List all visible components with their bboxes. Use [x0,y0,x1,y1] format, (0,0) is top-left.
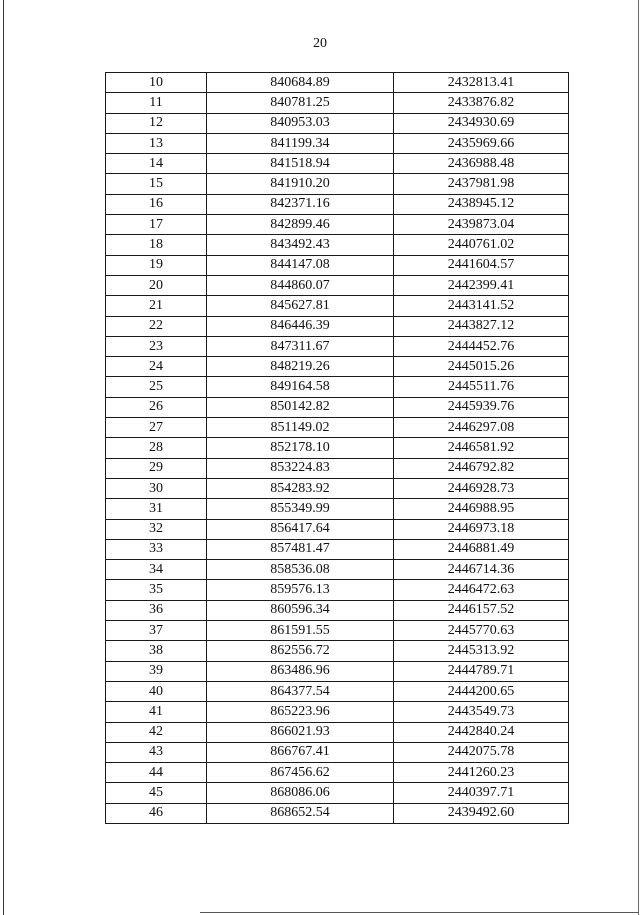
table-row [106,418,569,438]
table-row [106,113,569,133]
x-coordinate-cell: 866021.93 [207,722,394,742]
table-row [106,174,569,194]
y-coordinate-cell: 2435969.66 [394,133,569,153]
y-coordinate-cell: 2445015.26 [394,357,569,377]
x-coordinate-cell: 840781.25 [207,93,394,113]
x-coordinate-cell: 845627.81 [207,296,394,316]
point-number-cell: 11 [106,93,207,113]
x-coordinate-cell: 841199.34 [207,133,394,153]
point-number-cell: 24 [106,357,207,377]
y-coordinate-cell: 2446928.73 [394,478,569,498]
point-number-cell: 26 [106,397,207,417]
point-number-cell: 21 [106,296,207,316]
table-row [106,316,569,336]
y-coordinate-cell: 2439873.04 [394,215,569,235]
y-coordinate-cell: 2446973.18 [394,519,569,539]
table-row [106,336,569,356]
x-coordinate-cell: 841518.94 [207,154,394,174]
x-coordinate-cell: 856417.64 [207,519,394,539]
x-coordinate-cell: 849164.58 [207,377,394,397]
table-row [106,600,569,620]
table-row [106,722,569,742]
y-coordinate-cell: 2441604.57 [394,255,569,275]
table-row [106,621,569,641]
point-number-cell: 15 [106,174,207,194]
x-coordinate-cell: 853224.83 [207,458,394,478]
x-coordinate-cell: 842371.16 [207,194,394,214]
point-number-cell: 23 [106,336,207,356]
table-row [106,742,569,762]
x-coordinate-cell: 852178.10 [207,438,394,458]
y-coordinate-cell: 2446297.08 [394,418,569,438]
x-coordinate-cell: 843492.43 [207,235,394,255]
point-number-cell: 46 [106,803,207,823]
point-number-cell: 32 [106,519,207,539]
x-coordinate-cell: 863486.96 [207,661,394,681]
x-coordinate-cell: 844860.07 [207,275,394,295]
y-coordinate-cell: 2442075.78 [394,742,569,762]
x-coordinate-cell: 864377.54 [207,681,394,701]
table-row [106,235,569,255]
point-number-cell: 38 [106,641,207,661]
table-row [106,783,569,803]
y-coordinate-cell: 2439492.60 [394,803,569,823]
table-row [106,255,569,275]
x-coordinate-cell: 857481.47 [207,539,394,559]
point-number-cell: 19 [106,255,207,275]
point-number-cell: 30 [106,478,207,498]
y-coordinate-cell: 2443141.52 [394,296,569,316]
x-coordinate-cell: 868086.06 [207,783,394,803]
x-coordinate-cell: 850142.82 [207,397,394,417]
table-row [106,478,569,498]
table-row [106,357,569,377]
x-coordinate-cell: 840953.03 [207,113,394,133]
x-coordinate-cell: 865223.96 [207,702,394,722]
point-number-cell: 35 [106,580,207,600]
table-row [106,194,569,214]
coordinates-table-body [106,73,569,824]
x-coordinate-cell: 840684.89 [207,73,394,93]
point-number-cell: 45 [106,783,207,803]
point-number-cell: 43 [106,742,207,762]
x-coordinate-cell: 866767.41 [207,742,394,762]
point-number-cell: 17 [106,215,207,235]
point-number-cell: 28 [106,438,207,458]
y-coordinate-cell: 2446157.52 [394,600,569,620]
y-coordinate-cell: 2443827.12 [394,316,569,336]
point-number-cell: 41 [106,702,207,722]
table-row [106,133,569,153]
y-coordinate-cell: 2445313.92 [394,641,569,661]
y-coordinate-cell: 2445939.76 [394,397,569,417]
y-coordinate-cell: 2445770.63 [394,621,569,641]
table-row [106,560,569,580]
point-number-cell: 40 [106,681,207,701]
point-number-cell: 36 [106,600,207,620]
y-coordinate-cell: 2444789.71 [394,661,569,681]
y-coordinate-cell: 2438945.12 [394,194,569,214]
y-coordinate-cell: 2444200.65 [394,681,569,701]
x-coordinate-cell: 847311.67 [207,336,394,356]
y-coordinate-cell: 2440761.02 [394,235,569,255]
point-number-cell: 37 [106,621,207,641]
x-coordinate-cell: 868652.54 [207,803,394,823]
table-row [106,296,569,316]
table-row [106,803,569,823]
point-number-cell: 33 [106,539,207,559]
table-row [106,458,569,478]
y-coordinate-cell: 2446881.49 [394,539,569,559]
table-row [106,377,569,397]
y-coordinate-cell: 2446792.82 [394,458,569,478]
point-number-cell: 16 [106,194,207,214]
x-coordinate-cell: 860596.34 [207,600,394,620]
point-number-cell: 18 [106,235,207,255]
x-coordinate-cell: 854283.92 [207,478,394,498]
table-row [106,763,569,783]
x-coordinate-cell: 841910.20 [207,174,394,194]
point-number-cell: 14 [106,154,207,174]
table-row [106,215,569,235]
y-coordinate-cell: 2436988.48 [394,154,569,174]
point-number-cell: 22 [106,316,207,336]
page-number: 20 [313,36,327,51]
x-coordinate-cell: 861591.55 [207,621,394,641]
y-coordinate-cell: 2444452.76 [394,336,569,356]
table-row [106,681,569,701]
x-coordinate-cell: 862556.72 [207,641,394,661]
x-coordinate-cell: 867456.62 [207,763,394,783]
y-coordinate-cell: 2433876.82 [394,93,569,113]
x-coordinate-cell: 859576.13 [207,580,394,600]
coordinates-table [105,72,569,824]
y-coordinate-cell: 2441260.23 [394,763,569,783]
point-number-cell: 34 [106,560,207,580]
table-row [106,539,569,559]
page-bottom-edge [200,912,638,913]
table-row [106,641,569,661]
x-coordinate-cell: 858536.08 [207,560,394,580]
point-number-cell: 12 [106,113,207,133]
y-coordinate-cell: 2446581.92 [394,438,569,458]
point-number-cell: 27 [106,418,207,438]
y-coordinate-cell: 2446472.63 [394,580,569,600]
table-row [106,93,569,113]
y-coordinate-cell: 2446988.95 [394,499,569,519]
x-coordinate-cell: 846446.39 [207,316,394,336]
x-coordinate-cell: 844147.08 [207,255,394,275]
point-number-cell: 29 [106,458,207,478]
point-number-cell: 13 [106,133,207,153]
x-coordinate-cell: 855349.99 [207,499,394,519]
page-right-edge [638,0,639,915]
y-coordinate-cell: 2440397.71 [394,783,569,803]
page-left-edge [3,0,4,915]
point-number-cell: 42 [106,722,207,742]
point-number-cell: 31 [106,499,207,519]
table-row [106,438,569,458]
point-number-cell: 10 [106,73,207,93]
table-row [106,397,569,417]
x-coordinate-cell: 842899.46 [207,215,394,235]
y-coordinate-cell: 2442399.41 [394,275,569,295]
y-coordinate-cell: 2437981.98 [394,174,569,194]
y-coordinate-cell: 2443549.73 [394,702,569,722]
point-number-cell: 39 [106,661,207,681]
x-coordinate-cell: 848219.26 [207,357,394,377]
y-coordinate-cell: 2432813.41 [394,73,569,93]
table-row [106,73,569,93]
table-row [106,154,569,174]
table-row [106,580,569,600]
y-coordinate-cell: 2445511.76 [394,377,569,397]
y-coordinate-cell: 2442840.24 [394,722,569,742]
y-coordinate-cell: 2446714.36 [394,560,569,580]
y-coordinate-cell: 2434930.69 [394,113,569,133]
table-row [106,275,569,295]
table-row [106,499,569,519]
point-number-cell: 20 [106,275,207,295]
x-coordinate-cell: 851149.02 [207,418,394,438]
table-row [106,519,569,539]
table-row [106,661,569,681]
point-number-cell: 25 [106,377,207,397]
table-row [106,702,569,722]
point-number-cell: 44 [106,763,207,783]
